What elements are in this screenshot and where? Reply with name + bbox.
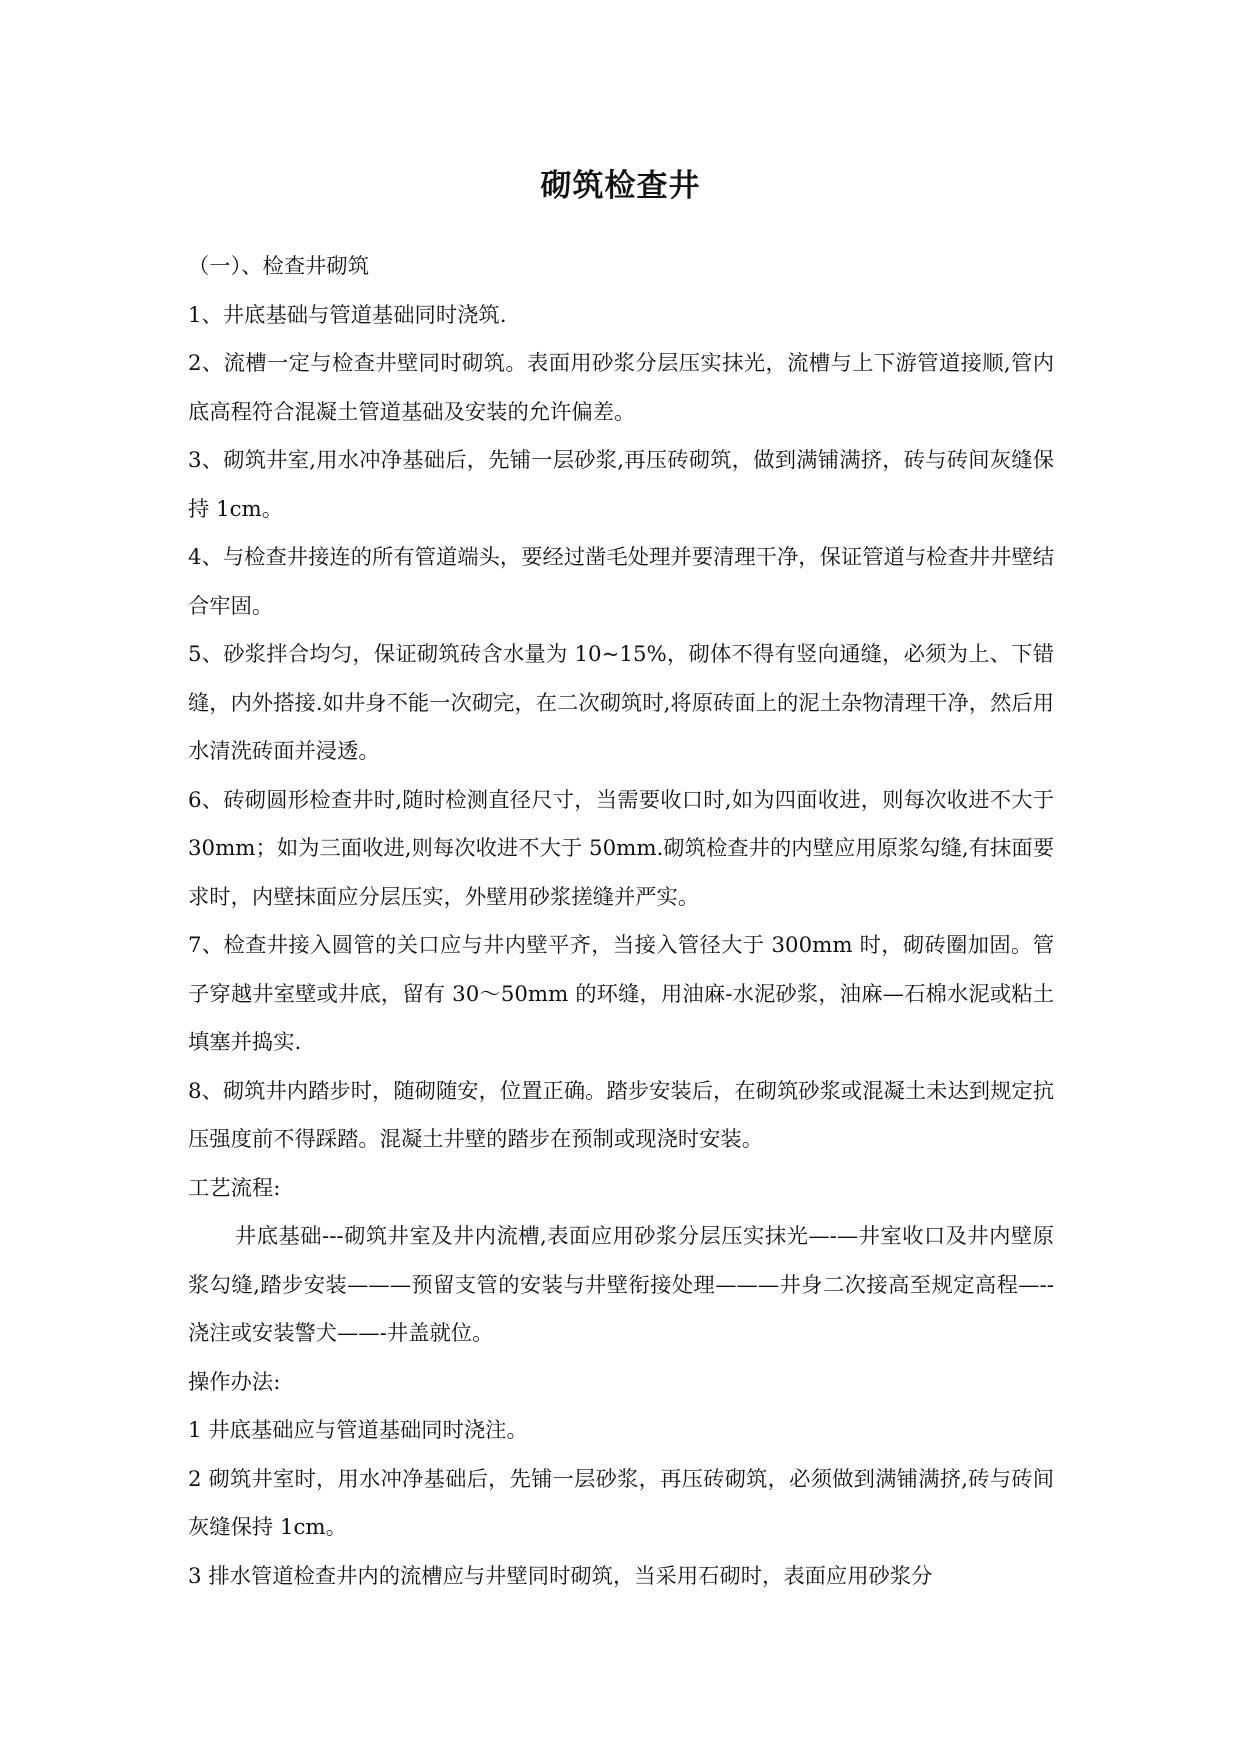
paragraph: 井底基础---砌筑井室及井内流槽,表面应用砂浆分层压实抹光—-—井室收口及井内壁原浆勾缝,踏步安装———预留支管的安装与井壁衔接处理———井身二次接高至规定高程—--浇注或安装警犬——-井盖就位。 bbox=[188, 1224, 1054, 1346]
paragraph: 5、砂浆拌合均匀，保证砌筑砖含水量为 10~15%，砌体不得有竖向通缝，必须为上、下错缝，内外搭接.如井身不能一次砌完，在二次砌筑时,将原砖面上的泥土杂物清理干净，然后用水清洗砖面并浸透。 bbox=[188, 642, 1054, 764]
paragraph: 8、砌筑井内踏步时，随砌随安，位置正确。踏步安装后，在砌筑砂浆或混凝土未达到规定抗压强度前不得踩踏。混凝土井壁的踏步在预制或现浇时安装。 bbox=[188, 1078, 1054, 1152]
paragraph: 7、检查井接入圆管的关口应与井内壁平齐，当接入管径大于 300mm 时，砌砖圈加固。管子穿越井室壁或井底，留有 30～50mm 的环缝，用油麻-水泥砂浆，油麻—石棉水泥或粘土填塞并捣实. bbox=[188, 933, 1054, 1055]
paragraph: 3 排水管道检查井内的流槽应与井壁同时砌筑，当采用石砌时，表面应用砂浆分 bbox=[188, 1563, 933, 1589]
paragraph: 1 井底基础应与管道基础同时浇注。 bbox=[188, 1418, 528, 1443]
paragraph: （一）、检查井砌筑 bbox=[188, 254, 370, 279]
paragraph: 1、井底基础与管道基础同时浇筑. bbox=[188, 302, 507, 328]
document-title: 砌筑检查井 bbox=[540, 168, 701, 204]
paragraph: 2、流槽一定与检查井壁同时砌筑。表面用砂浆分层压实抹光，流槽与上下游管道接顺,管内底高程符合混凝土管道基础及安装的允许偏差。 bbox=[188, 351, 1054, 425]
paragraph: 3、砌筑井室,用水冲净基础后，先铺一层砂浆,再压砖砌筑，做到满铺满挤，砖与砖间灰缝保持 1cm。 bbox=[188, 448, 1054, 522]
paragraph: 工艺流程: bbox=[188, 1175, 281, 1201]
document-body bbox=[188, 243, 1054, 1601]
paragraph: 6、砖砌圆形检查井时,随时检测直径尺寸，当需要收口时,如为四面收进，则每次收进不大于 30mm；如为三面收进,则每次收进不大于 50mm.砌筑检查井的内壁应用原浆勾缝,有抹面要求时，内壁抹面应分层压实，外壁用砂浆搓缝并严实。 bbox=[188, 787, 1054, 910]
paragraph: 2 砌筑井室时，用水冲净基础后，先铺一层砂浆，再压砖砌筑，必须做到满铺满挤,砖与砖间灰缝保持 1cm。 bbox=[188, 1466, 1054, 1540]
paragraph: 操作办法: bbox=[188, 1369, 281, 1395]
paragraph: 4、与检查井接连的所有管道端头，要经过凿毛处理并要清理干净，保证管道与检查井井壁结合牢固。 bbox=[188, 545, 1054, 619]
